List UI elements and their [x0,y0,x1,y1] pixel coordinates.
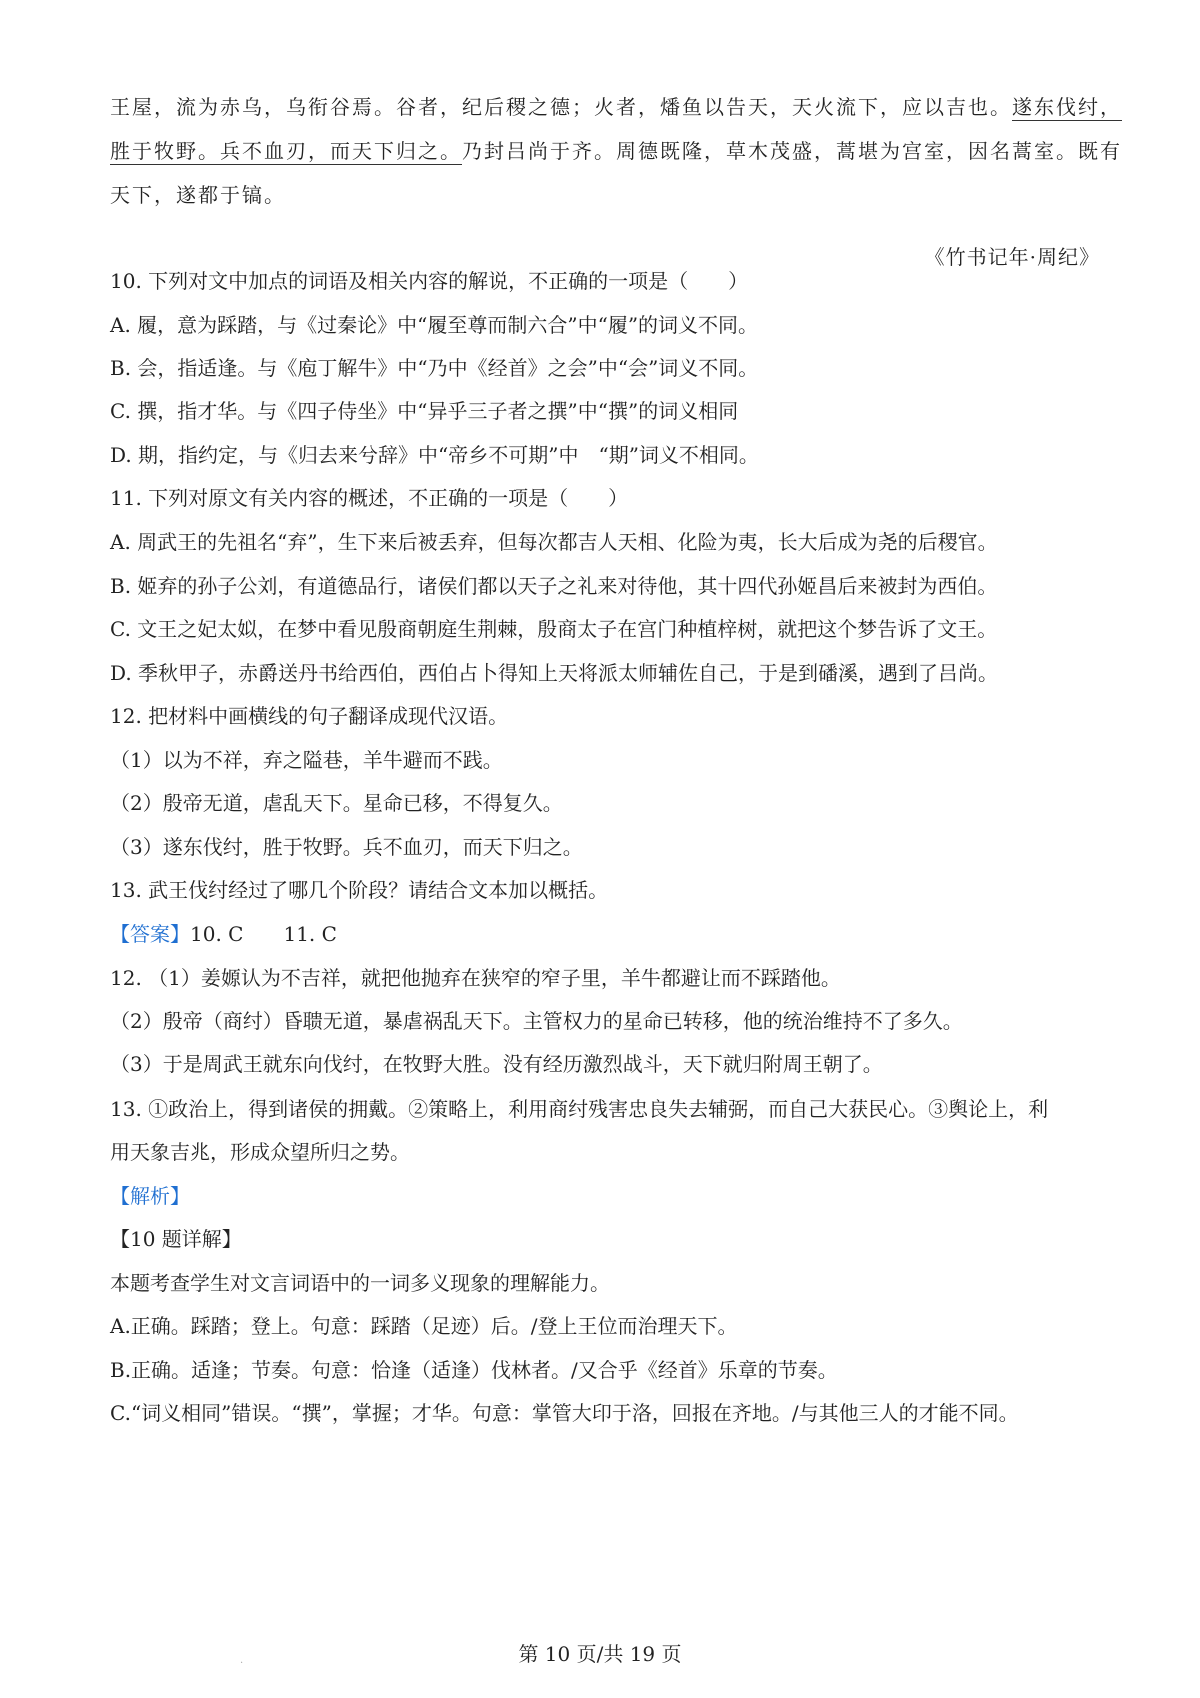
passage-text: 王屋，流为赤乌，乌衔谷焉。谷者，纪后稷之德；火者，燔鱼以告天，天火流下，应以吉也。 [110,95,1012,119]
answer-13-line-1: 13. ①政治上，得到诸侯的拥戴。②策略上，利用商纣残害忠良失去辅弼，而自己大获民心。③舆论上，利 [110,1097,1049,1121]
passage-line-3: 天下，遂都于镐。 [110,183,286,207]
question-12: 12. 把材料中画横线的句子翻译成现代汉语。 [110,704,509,728]
question-11: 11. 下列对原文有关内容的概述，不正确的一项是（ ） [110,486,629,510]
answer-12-1: 12. （1）姜嫄认为不吉祥，就把他抛弃在狭窄的窄子里，羊牛都避让而不踩踏他。 [110,966,841,990]
question-10-option-a: A. 履，意为踩踏，与《过秦论》中“履至尊而制六合”中“履”的词义不同。 [110,313,759,337]
question-12-item-2: （2）殷帝无道，虐乱天下。星命已移，不得复久。 [110,791,563,815]
analysis-option-c: C.“词义相同”错误。“撰”，掌握；才华。句意：掌管大印于洛，回报在齐地。/与其他三人的才能不同。 [110,1401,1019,1425]
question-11-option-d: D. 季秋甲子，赤爵送丹书给西伯，西伯占卜得知上天将派太师辅佐自己，于是到磻溪，遇到了吕尚。 [110,661,999,685]
answer-12-3: （3）于是周武王就东向伐纣，在牧野大胜。没有经历激烈战斗，天下就归附周王朝了。 [110,1052,883,1076]
answer-12-2: （2）殷帝（商纣）昏聩无道，暴虐祸乱天下。主管权力的星命已转移，他的统治维持不了多久。 [110,1009,963,1033]
analysis-intro: 本题考查学生对文言词语中的一词多义现象的理解能力。 [110,1271,610,1295]
analysis-10-heading: 【10 题详解】 [110,1227,242,1251]
passage-line-2 [110,137,1122,165]
analysis-label: 【解析】 [110,1184,190,1208]
passage-line-1 [110,93,1122,121]
underlined-sentence: 遂东伐纣， [1012,95,1122,119]
answer-line [110,920,1100,948]
question-11-option-b: B. 姬弃的孙子公刘，有道德品行，诸侯们都以天子之礼来对待他，其十四代孙姬昌后来被封为西伯。 [110,574,998,598]
question-12-item-1: （1）以为不祥，弃之隘巷，羊牛避而不践。 [110,748,503,772]
answer-text: 10. C 11. C [190,922,337,946]
underlined-sentence: 胜于牧野。兵不血刃，而天下归之。 [110,139,462,163]
question-10-option-b: B. 会，指适逢。与《庖丁解牛》中“乃中《经首》之会”中“会”词义不同。 [110,356,759,380]
question-13: 13. 武王伐纣经过了哪几个阶段？请结合文本加以概括。 [110,878,609,902]
question-10-option-c: C. 撰，指才华。与《四子侍坐》中“异乎三子者之撰”中“撰”的词义相同 [110,399,739,423]
question-11-option-a: A. 周武王的先祖名“弃”，生下来后被丢弃，但每次都吉人天相、化险为夷，长大后成为尧的后稷官。 [110,530,998,554]
analysis-option-a: A.正确。踩踏；登上。句意：踩踏（足迹）后。/登上王位而治理天下。 [110,1314,738,1338]
question-11-option-c: C. 文王之妃太姒，在梦中看见殷商朝庭生荆棘，殷商太子在宫门种植梓树，就把这个梦告诉了文王。 [110,617,998,641]
answer-label: 【答案】 [110,922,190,946]
question-10: 10. 下列对文中加点的词语及相关内容的解说，不正确的一项是（ ） [110,269,749,293]
question-10-option-d: D. 期，指约定，与《归去来兮辞》中“帝乡不可期”中 “期”词义不相同。 [110,443,759,467]
answer-13-line-2: 用天象吉兆，形成众望所归之势。 [110,1140,410,1164]
page-number: 第 10 页/共 19 页 [518,1642,682,1666]
passage-source: 《竹书记年·周纪》 [924,245,1100,269]
passage-text: 乃封吕尚于齐。周德既隆，草木茂盛，蒿堪为宫室，因名蒿室。既有 [462,139,1122,163]
footer-dot: . [240,1655,244,1666]
question-12-item-3: （3）遂东伐纣，胜于牧野。兵不血刃，而天下归之。 [110,835,583,859]
analysis-option-b: B.正确。适逢；节奏。句意：恰逢（适逢）伐林者。/又合乎《经首》乐章的节奏。 [110,1358,838,1382]
